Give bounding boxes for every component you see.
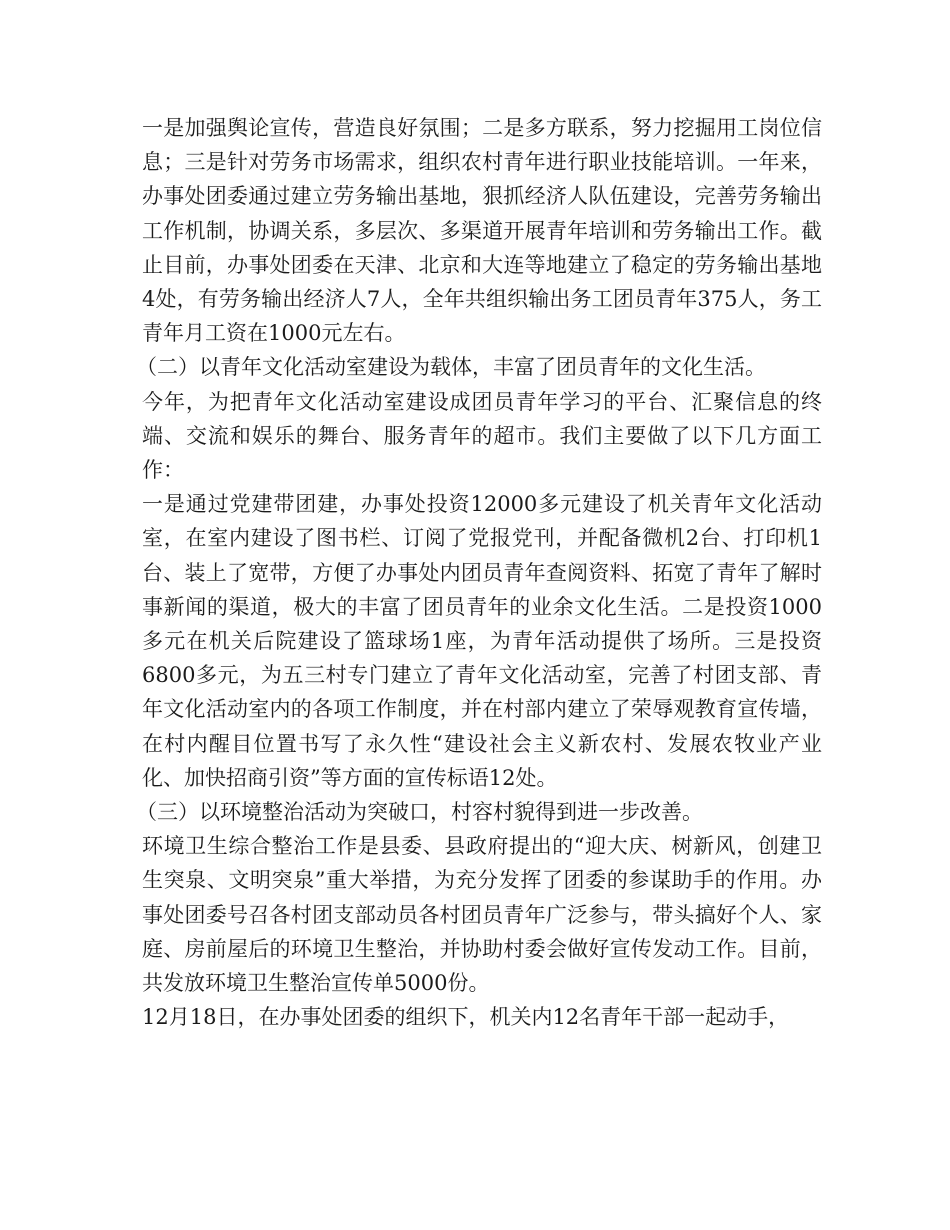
- section-heading-2: （二）以青年文化活动室建设为载体，丰富了团员青年的文化生活。: [136, 355, 766, 380]
- document-page: [136, 111, 822, 1034]
- paragraph-culture-details: 一是通过党建带团建，办事处投资12000多元建设了机关青年文化活动室，在室内建设了图书栏、订阅了党报党刊，并配备微机2台、打印机1台、装上了宽带，方便了办事处内团员青年查阅资料、拓宽了青年了解时事新闻的渠道，极大的丰富了团员青年的业余文化生活。二是投资1000多元在机关后院建设了篮球场1座，为青年活动提供了场所。三是投资6800多元，为五三村专门建立了青年文化活动室，完善了村团支部、青年文化活动室内的各项工作制度，并在村部内建立了荣辱观教育宣传墙，在村内醒目位置书写了永久性“建设社会主义新农村、发展农牧业产业化、加快招商引资”等方面的宣传标语12处。: [142, 492, 822, 790]
- paragraph-culture-intro: 今年，为把青年文化活动室建设成团员青年学习的平台、汇聚信息的终端、交流和娱乐的舞台、服务青年的超市。我们主要做了以下几方面工作：: [142, 389, 822, 483]
- section-heading-3: （三）以环境整治活动为突破口，村容村貌得到进一步改善。: [136, 800, 703, 825]
- paragraph-labor-export: 一是加强舆论宣传，营造良好氛围；二是多方联系，努力挖掘用工岗位信息；三是针对劳务市场需求，组织农村青年进行职业技能培训。一年来，办事处团委通过建立劳务输出基地，狠抓经济人队伍建设，完善劳务输出工作机制，协调关系，多层次、多渠道开展青年培训和劳务输出工作。截止目前，办事处团委在天津、北京和大连等地建立了稳定的劳务输出基地4处，有劳务输出经济人7人，全年共组织输出务工团员青年375人，务工青年月工资在1000元左右。: [142, 116, 822, 346]
- paragraph-dec-18: 12月18日，在办事处团委的组织下，机关内12名青年干部一起动手，: [142, 1005, 790, 1030]
- paragraph-environment: 环境卫生综合整治工作是县委、县政府提出的“迎大庆、树新风，创建卫生突泉、文明突泉”重大举措，为充分发挥了团委的参谋助手的作用。办事处团委号召各村团支部动员各村团员青年广泛参与，带头搞好个人、家庭、房前屋后的环境卫生整治，并协助村委会做好宣传发动工作。目前，共发放环境卫生整治宣传单5000份。: [142, 834, 822, 996]
